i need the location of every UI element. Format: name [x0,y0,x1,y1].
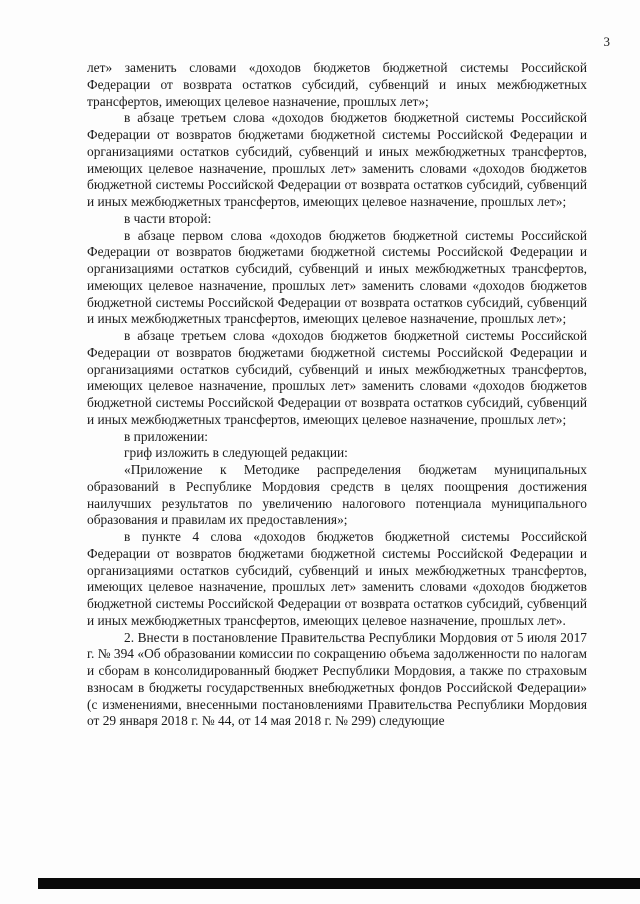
paragraph: в абзаце третьем слова «доходов бюджетов бюджетной системы Российской Федерации от возвратов бюджетами бюджетной системы Российской Федерации и организациями остатков субсидий, субвенций и иных межбюджетных трансфертов, имеющих целевое назначение, прошлых лет» заменить словами «доходов бюджетов бюджетной системы Российской Федерации от возврата остатков субсидий, субвенций и иных межбюджетных трансфертов, имеющих целевое назначение, прошлых лет»; [87,328,587,427]
paragraph: «Приложение к Методике распределения бюджетам муниципальных образований в Республике Мордовия средств в целях поощрения достижения наилучших результатов по увеличению налогового потенциала муниципального образования и правилам их предоставления»; [87,462,587,528]
page-number: 3 [603,34,610,49]
paragraph: в приложении: [124,428,208,444]
paragraph: 2. Внести в постановление Правительства Республики Мордовия от 5 июля 2017 г. № 394 «Об образовании комиссии по сокращению объема задолженности по налогам и сборам в консолидированный бюджет Республики Мордовия, а также по страховым взносам в бюджеты государственных внебюджетных фондов Российской Федерации» (с изменениями, внесенными постановлениями Правительства Республики Мордовия от 29 января 2018 г. № 44, от 14 мая 2018 г. № 299) следующие [87,629,587,729]
paragraph: в пункте 4 слова «доходов бюджетов бюджетной системы Российской Федерации от возвратов бюджетами бюджетной системы Российской Федерации и организациями остатков субсидий, субвенций и иных межбюджетных трансфертов, имеющих целевое назначение, прошлых лет» заменить словами «доходов бюджетов бюджетной системы Российской Федерации от возврата остатков субсидий, субвенций и иных межбюджетных трансфертов, имеющих целевое назначение, прошлых лет». [87,529,587,628]
paragraph: в части второй: [124,210,212,226]
paragraph: гриф изложить в следующей редакции: [124,445,348,461]
scan-edge-bar [38,878,640,889]
paragraph: в абзаце третьем слова «доходов бюджетов бюджетной системы Российской Федерации от возвратов бюджетами бюджетной системы Российской Федерации и организациями остатков субсидий, субвенций и иных межбюджетных трансфертов, имеющих целевое назначение, прошлых лет» заменить словами «доходов бюджетов бюджетной системы Российской Федерации от возврата остатков субсидий, субвенций и иных межбюджетных трансфертов, имеющих целевое назначение, прошлых лет»; [87,110,587,209]
paragraph: в абзаце первом слова «доходов бюджетов бюджетной системы Российской Федерации от возвратов бюджетами бюджетной системы Российской Федерации и организациями остатков субсидий, субвенций и иных межбюджетных трансфертов, имеющих целевое назначение, прошлых лет» заменить словами «доходов бюджетов бюджетной системы Российской Федерации от возврата остатков субсидий, субвенций и иных межбюджетных трансфертов, имеющих целевое назначение, прошлых лет»; [87,227,587,327]
document-body [87,60,587,730]
paragraph: лет» заменить словами «доходов бюджетов бюджетной системы Российской Федерации от возврата остатков субсидий, субвенций и иных межбюджетных трансфертов, имеющих целевое назначение, прошлых лет»; [87,60,587,109]
